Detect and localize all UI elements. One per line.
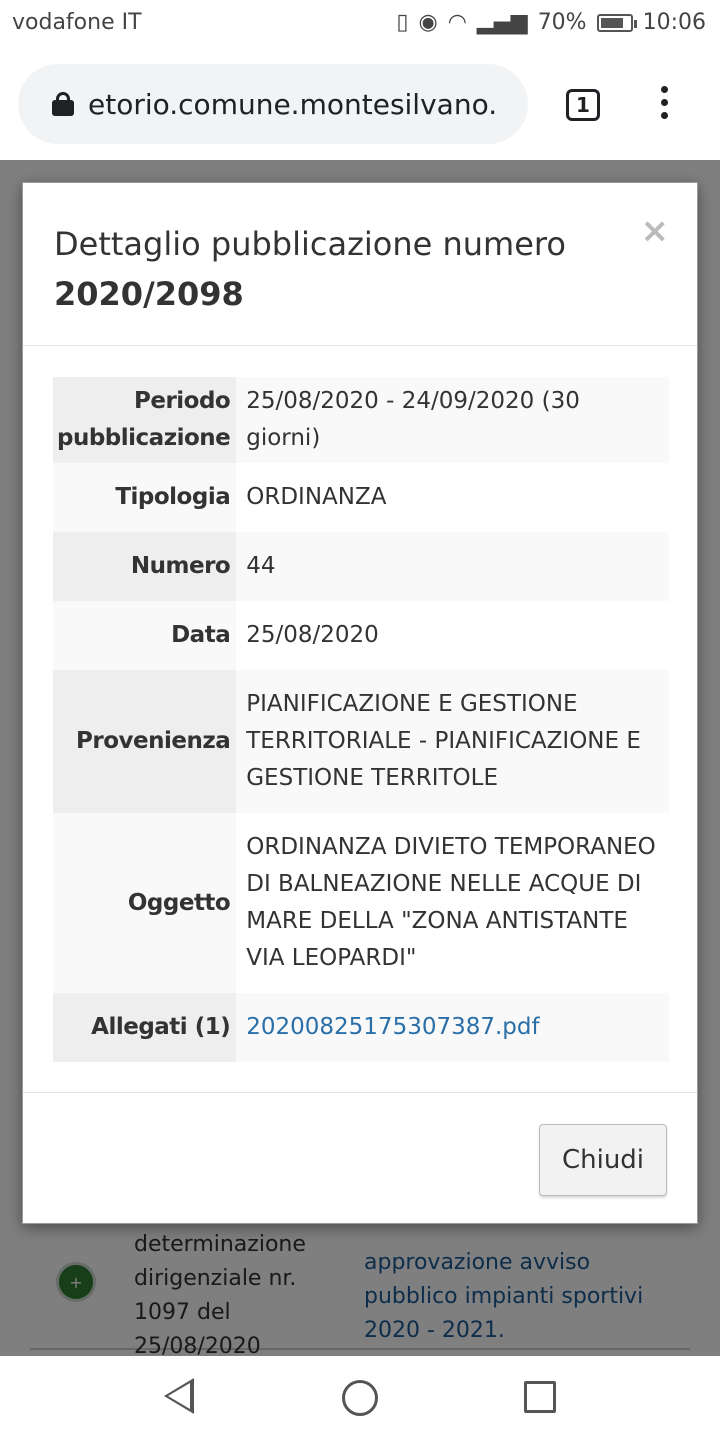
status-bar [0, 0, 720, 50]
signal-icon: ▂▄▆ [476, 10, 528, 35]
row-value-provenienza: PIANIFICAZIONE E GESTIONE TERRITORIALE - PIANIFICAZIONE E GESTIONE TERRITOLE [236, 670, 669, 813]
row-label-tipologia: Tipologia [53, 463, 236, 532]
table-row [53, 377, 669, 463]
row-value-allegati [236, 993, 669, 1062]
recent-apps-icon[interactable] [524, 1381, 556, 1413]
battery-percent: 70% [537, 10, 587, 35]
carrier-name: vodafone IT [12, 10, 142, 35]
lock-icon [52, 92, 74, 116]
row-label-oggetto: Oggetto [53, 813, 236, 993]
table-row [53, 993, 669, 1062]
wifi-icon: ◠ [447, 10, 467, 35]
vibrate-icon: ▯ [396, 10, 409, 35]
row-value-tipologia: ORDINANZA [236, 463, 669, 532]
clock: 10:06 [642, 10, 706, 35]
url-text[interactable]: etorio.comune.montesilvano. [88, 87, 498, 121]
row-label-provenienza: Provenienza [53, 670, 236, 813]
table-row [53, 463, 669, 532]
tab-switcher-button[interactable]: 1 [566, 89, 600, 121]
dialog-title-prefix: Dettaglio pubblicazione numero [54, 225, 566, 263]
row-value-numero: 44 [236, 532, 669, 601]
back-icon[interactable] [164, 1378, 194, 1414]
publication-number: 2020/2098 [54, 275, 244, 313]
home-icon[interactable] [342, 1380, 378, 1416]
system-navigation-bar [0, 1356, 720, 1440]
overflow-menu-icon[interactable] [656, 86, 672, 126]
row-label-periodo: Periodo pubblicazione [53, 377, 236, 463]
close-button[interactable]: Chiudi [539, 1124, 667, 1196]
eye-icon: ◉ [418, 10, 438, 35]
publication-detail-dialog [22, 182, 698, 1224]
table-row [53, 670, 669, 813]
table-row [53, 532, 669, 601]
row-value-oggetto: ORDINANZA DIVIETO TEMPORANEO DI BALNEAZIONE NELLE ACQUE DI MARE DELLA "ZONA ANTISTANTE VIA LEOPARDI" [236, 813, 669, 993]
address-bar[interactable] [18, 64, 528, 144]
attachment-pdf-link[interactable]: 20200825175307387.pdf [246, 1014, 540, 1040]
browser-toolbar [0, 50, 720, 160]
dialog-title [54, 219, 566, 319]
row-value-data: 25/08/2020 [236, 601, 669, 670]
table-row [53, 601, 669, 670]
close-icon[interactable]: × [640, 211, 669, 251]
battery-icon [597, 14, 633, 32]
dialog-header [23, 183, 697, 346]
row-label-numero: Numero [53, 532, 236, 601]
row-label-data: Data [53, 601, 236, 670]
row-value-periodo: 25/08/2020 - 24/09/2020 (30 giorni) [236, 377, 669, 463]
detail-table [53, 377, 669, 1062]
dialog-footer [23, 1092, 697, 1225]
row-label-allegati: Allegati (1) [53, 993, 236, 1062]
status-icons [396, 10, 706, 35]
table-row [53, 813, 669, 993]
